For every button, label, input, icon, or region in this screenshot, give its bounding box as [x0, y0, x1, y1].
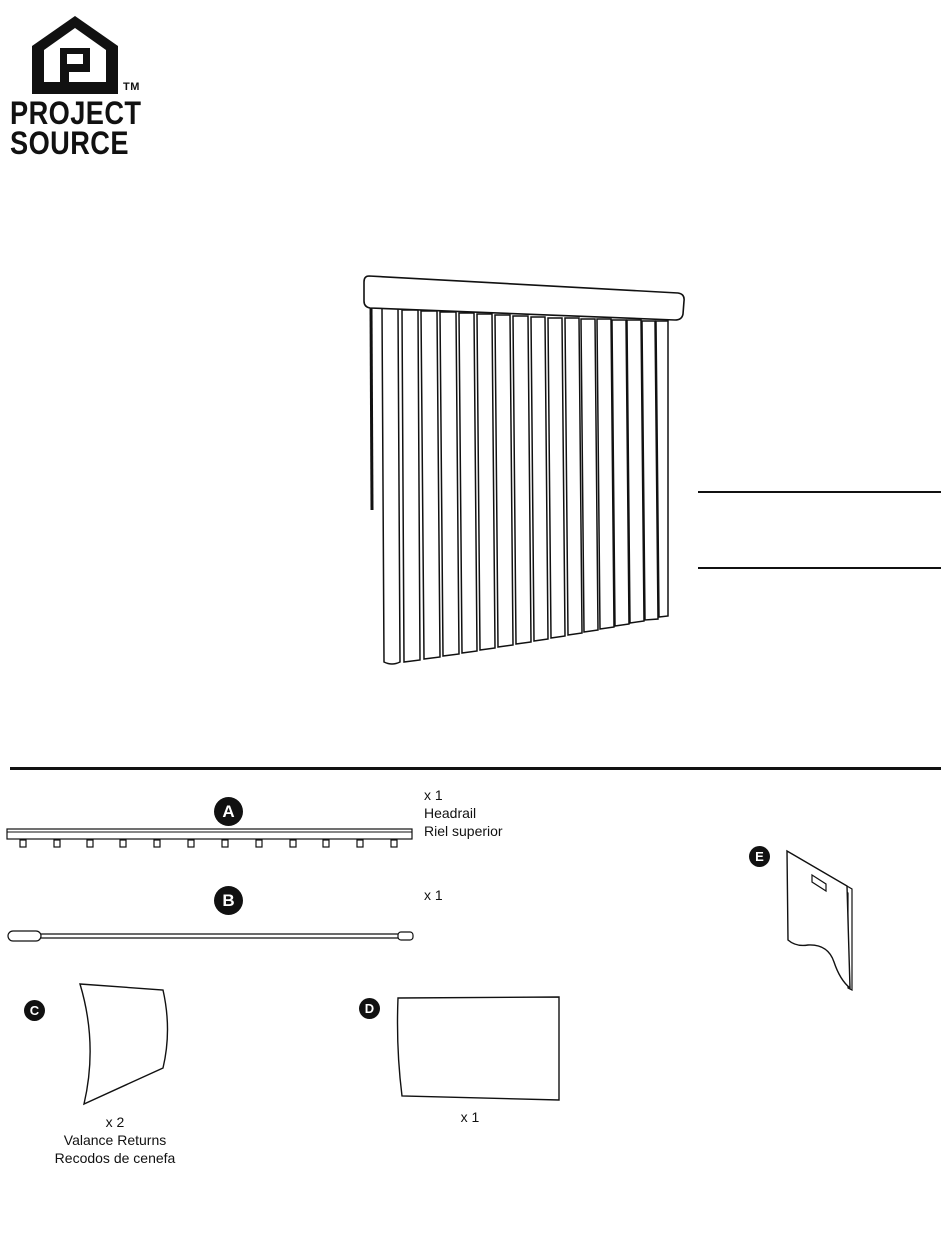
part-b-badge: B — [214, 886, 243, 915]
part-c-name-english: Valance Returns — [63, 1132, 167, 1148]
part-c-name-spanish: Recodos de cenefa — [54, 1150, 176, 1166]
house-logo-icon — [30, 14, 120, 96]
part-e-badge: E — [749, 846, 770, 867]
part-b-quantity: x 1 — [424, 887, 443, 903]
part-a-badge: A — [214, 797, 243, 826]
part-c-badge: C — [24, 1000, 45, 1021]
part-d-quantity: x 1 — [460, 1109, 480, 1125]
vertical-blinds-illustration — [340, 260, 720, 680]
part-a-name-english: Headrail — [424, 805, 477, 821]
brand-name-line-2: SOURCE — [10, 125, 129, 161]
headrail-part-illustration — [5, 826, 415, 852]
project-source-logo — [10, 14, 145, 159]
blank-fill-line-2 — [698, 567, 941, 569]
brand-name-line-1: PROJECT — [10, 95, 142, 131]
part-a-name-spanish: Riel superior — [424, 823, 503, 839]
part-e-instruction-booklet-illustration — [782, 846, 856, 994]
part-c-quantity: x 2 — [105, 1114, 125, 1130]
part-d-badge: D — [359, 998, 380, 1019]
part-a-quantity: x 1 — [424, 787, 443, 803]
wand-part-illustration — [5, 928, 417, 944]
section-divider — [10, 767, 941, 770]
part-d-illustration — [394, 993, 564, 1105]
blank-fill-line-1 — [698, 491, 941, 493]
valance-return-part-illustration — [76, 980, 176, 1110]
trademark-mark: TM — [123, 81, 140, 93]
